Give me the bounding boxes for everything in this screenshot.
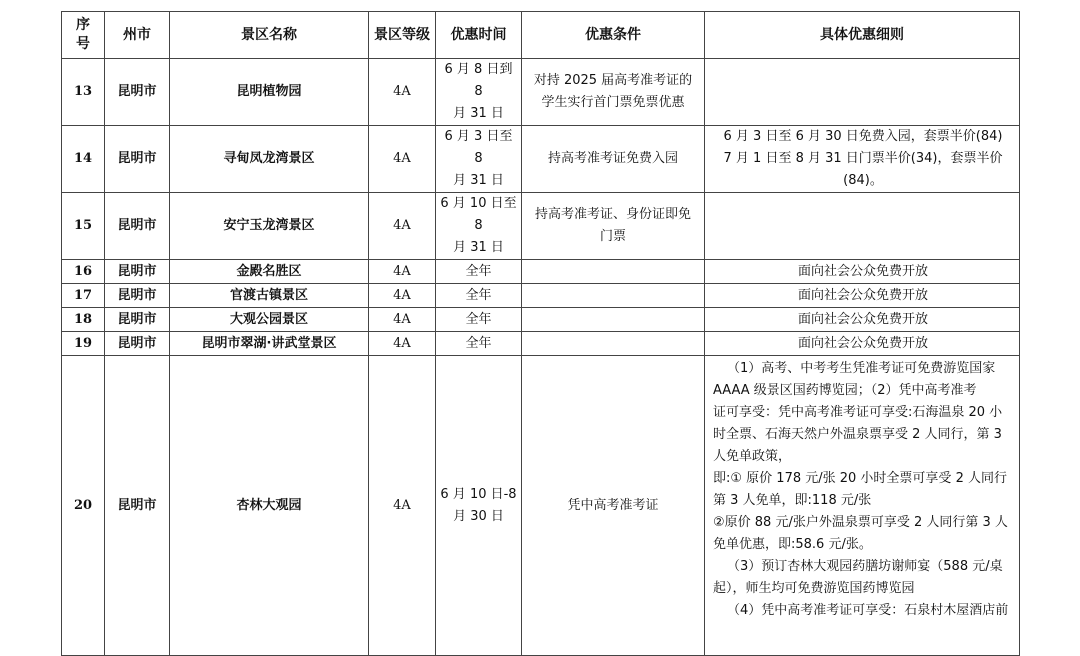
cell-time-line: 6 月 3 日至 8 [444,129,513,166]
cell-grade: 4A [369,284,436,308]
header-row [62,12,1020,59]
cell-time [436,332,522,356]
cell-grade: 4A [369,332,436,356]
cell-name: 金殿名胜区 [170,260,369,284]
cell-detail-line: 第 3 人免单，即:118 元/张 [713,493,872,508]
cell-time-line: 月 31 日 [453,173,504,188]
cell-city: 昆明市 [105,260,170,284]
cell-grade: 4A [369,193,436,260]
cell-condition-line: 持高考准考证免费入园 [547,151,678,166]
header-seq: 序号 [62,12,105,59]
header-time: 优惠时间 [436,12,522,59]
cell-detail-line: 时全票、石海天然户外温泉票享受 2 人同行，第 3 [713,427,1002,442]
cell-detail-line: 面向社会公众免费开放 [797,287,928,303]
cell-time-line: 全年 [465,287,492,303]
cell-name: 大观公园景区 [170,308,369,332]
table-row [62,284,1020,308]
cell-time-line: 月 31 日 [453,106,504,121]
cell-condition [522,59,705,126]
cell-condition [522,284,705,308]
table-row [62,193,1020,260]
table-row [62,308,1020,332]
cell-detail-line: 起），师生均可免费游览国药博览园 [713,581,915,596]
cell-name: 杏林大观园 [170,356,369,656]
table-body [62,59,1020,656]
cell-seq: 19 [62,332,105,356]
table-row [62,59,1020,126]
cell-city: 昆明市 [105,356,170,656]
cell-grade: 4A [369,356,436,656]
discount-table [61,11,1020,656]
cell-name: 昆明市翠湖·讲武堂景区 [170,332,369,356]
cell-detail-line: 6 月 3 日至 6 月 30 日免费入园，套票半价(84) [723,129,1003,144]
cell-time-line: 6 月 10 日至 8 [440,196,517,233]
cell-name: 安宁玉龙湾景区 [170,193,369,260]
cell-grade: 4A [369,126,436,193]
table-row [62,260,1020,284]
cell-detail-line: 证可享受：凭中高考准考证可享受:石海温泉 20 小 [713,405,1003,420]
cell-seq: 17 [62,284,105,308]
cell-detail-line: ②原价 88 元/张户外温泉票可享受 2 人同行第 3 人 [713,515,1008,530]
cell-city: 昆明市 [105,308,170,332]
cell-detail-line: 面向社会公众免费开放 [797,335,928,351]
cell-detail [705,308,1020,332]
cell-detail-line: 面向社会公众免费开放 [797,311,928,327]
cell-city: 昆明市 [105,332,170,356]
cell-city: 昆明市 [105,284,170,308]
cell-time-line: 月 30 日 [453,508,504,524]
cell-time-line: 全年 [465,311,492,327]
cell-name: 寻甸凤龙湾景区 [170,126,369,193]
cell-time [436,308,522,332]
cell-condition [522,332,705,356]
cell-time-line: 6 月 10 日-8 [440,486,517,502]
cell-condition [522,126,705,193]
cell-name: 昆明植物园 [170,59,369,126]
cell-time [436,356,522,656]
cell-condition-line: 学生实行首门票免票优惠 [541,95,685,110]
table-row [62,126,1020,193]
cell-detail [705,356,1020,656]
cell-condition-line: 对持 2025 届高考准考证的 [533,73,693,88]
cell-condition [522,260,705,284]
cell-time-line: 全年 [465,335,492,351]
cell-seq: 20 [62,356,105,656]
cell-condition-line: 凭中高考准考证 [567,497,659,513]
header-detail: 具体优惠细则 [705,12,1020,59]
table-row [62,356,1020,656]
cell-detail [705,260,1020,284]
cell-detail [705,332,1020,356]
cell-condition-line: 门票 [599,229,626,244]
cell-time [436,59,522,126]
cell-detail-line: 人免单政策， [713,449,792,464]
cell-detail-line: （4）凭中高考准考证可享受：石泉村木屋酒店前 [727,603,1009,618]
cell-detail-line: 即:① 原价 178 元/张 20 小时全票可享受 2 人同行 [713,471,1007,486]
cell-name: 官渡古镇景区 [170,284,369,308]
cell-seq: 15 [62,193,105,260]
cell-city: 昆明市 [105,59,170,126]
cell-city: 昆明市 [105,193,170,260]
cell-grade: 4A [369,308,436,332]
cell-seq: 14 [62,126,105,193]
cell-detail-line: （1）高考、中考考生凭准考证可免费游览国家 [727,361,996,376]
cell-seq: 16 [62,260,105,284]
cell-detail [705,284,1020,308]
cell-detail-line: 面向社会公众免费开放 [797,263,928,279]
cell-time-line: 全年 [465,263,492,279]
cell-detail [705,126,1020,193]
cell-detail [705,193,1020,260]
cell-time [436,193,522,260]
header-name: 景区名称 [170,12,369,59]
cell-condition [522,356,705,656]
header-grade: 景区等级 [369,12,436,59]
cell-seq: 18 [62,308,105,332]
cell-grade: 4A [369,260,436,284]
cell-condition [522,193,705,260]
cell-detail-line: （3）预订杏林大观园药膳坊谢师宴（588 元/桌 [727,559,1003,574]
cell-grade: 4A [369,59,436,126]
cell-condition-line: 持高考准考证、身份证即免 [534,207,691,222]
cell-detail [705,59,1020,126]
cell-time [436,126,522,193]
cell-time [436,284,522,308]
cell-time-line: 6 月 8 日到 8 [444,62,513,99]
header-city: 州市 [105,12,170,59]
header-condition: 优惠条件 [522,12,705,59]
cell-seq: 13 [62,59,105,126]
cell-detail-line: AAAA 级景区国药博览园；（2）凭中高考准考 [713,383,977,398]
table-row [62,332,1020,356]
cell-condition [522,308,705,332]
cell-city: 昆明市 [105,126,170,193]
cell-detail-line: 7 月 1 日至 8 月 31 日门票半价(34)，套票半价(84)。 [723,151,1003,188]
cell-detail-line: 免单优惠，即:58.6 元/张。 [713,537,872,552]
cell-time-line: 月 31 日 [453,240,504,255]
cell-time [436,260,522,284]
